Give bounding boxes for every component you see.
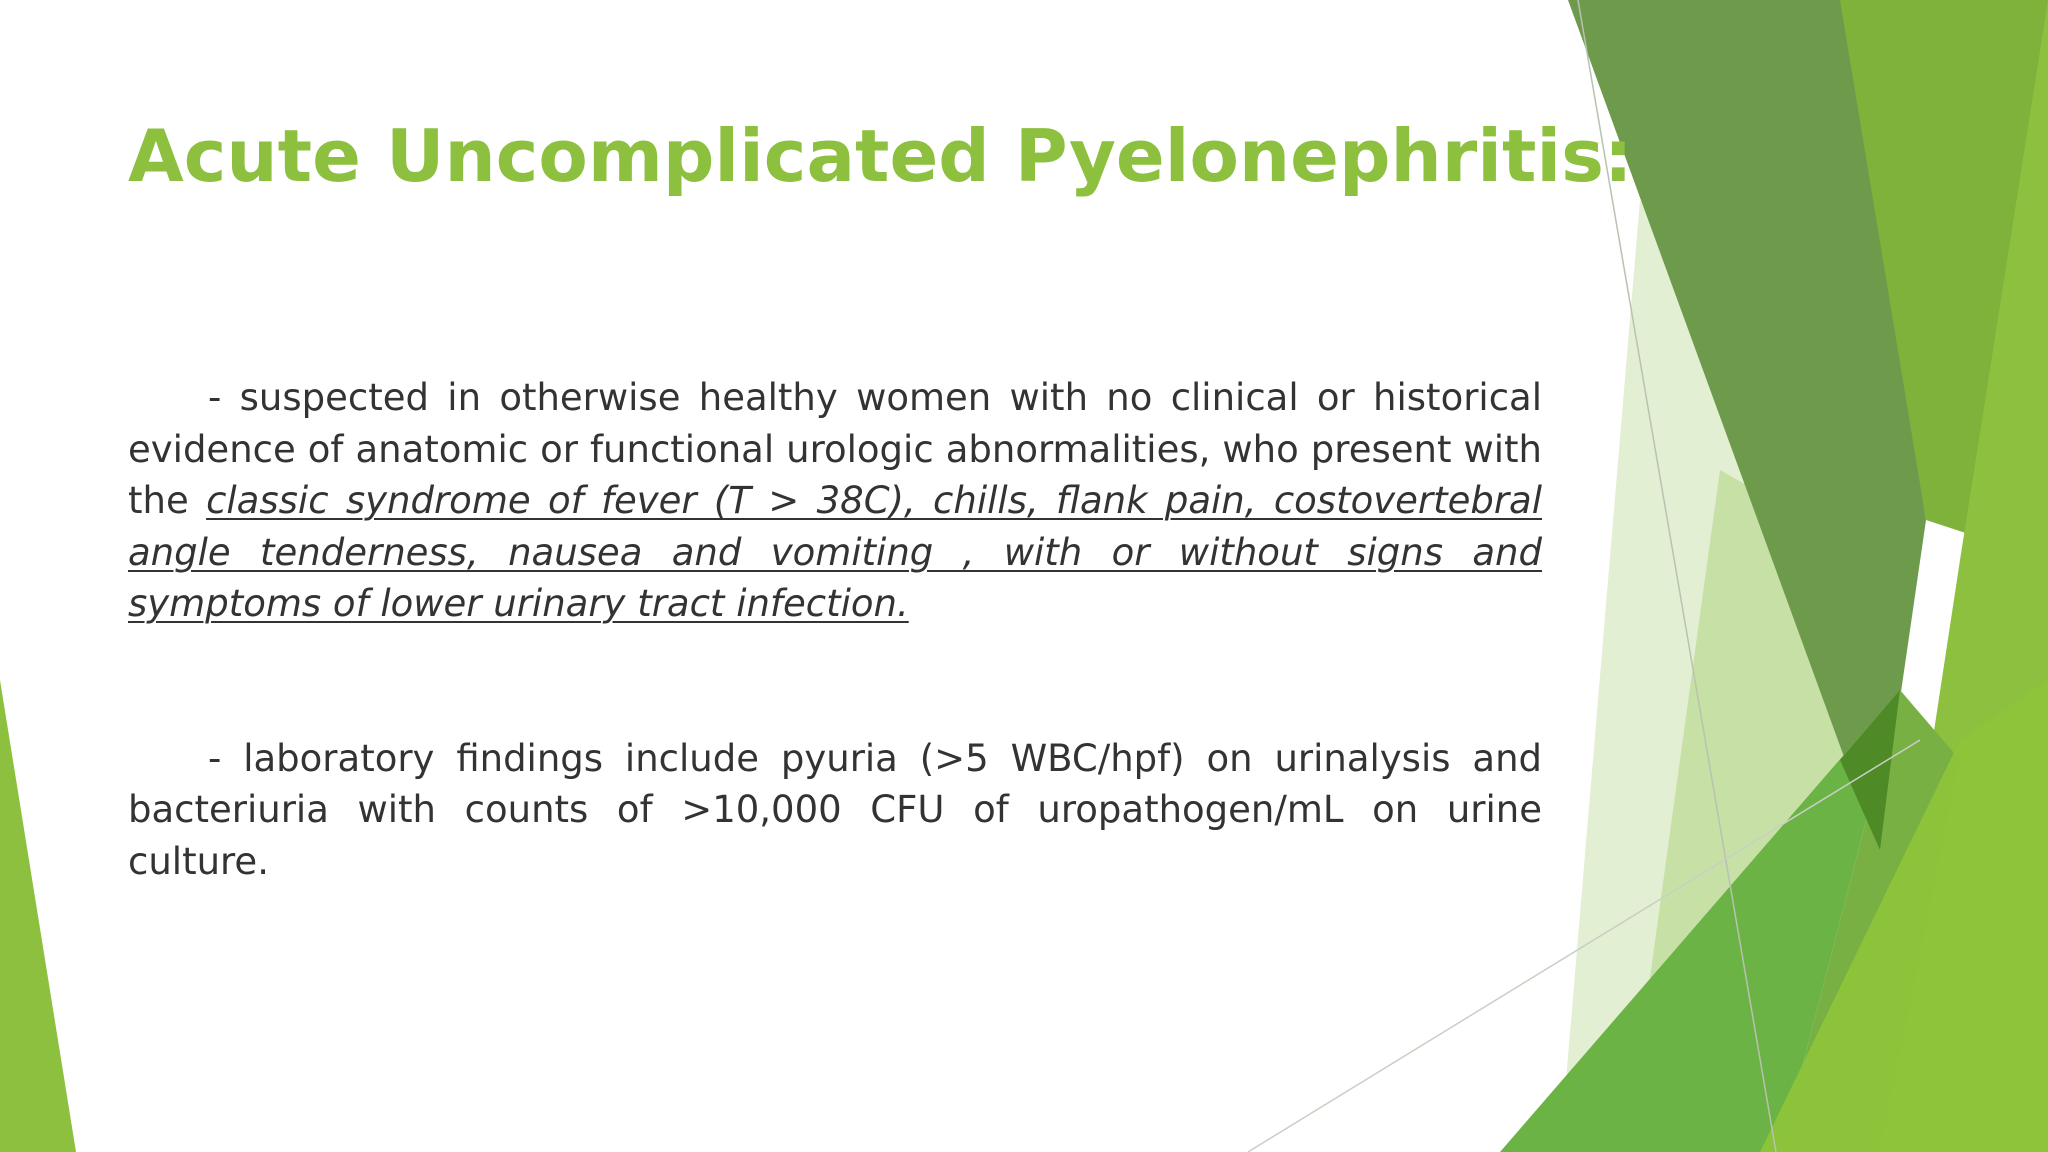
slide-body (128, 372, 1542, 887)
slide-title: Acute Uncomplicated Pyelonephritis: (128, 114, 1633, 198)
paragraph-laboratory: - laboratory findings include pyuria (>5 WBC/hpf) on urinalysis and bacteriuria with counts of >10,000 CFU of uropathogen/mL on urine culture. (128, 736, 1542, 883)
left-green-sliver (0, 680, 76, 1152)
paragraph-suspected (128, 372, 1542, 630)
paragraph-suspected-lead: - suspected in otherwise healthy women with no clinical or historical evidence of anatomic or functional urologic abnormalities, who present with the (128, 376, 1542, 522)
classic-syndrome-emphasis: classic syndrome of fever (T > 38C), chills, flank pain, costovertebral angle tenderness, nausea and vomiting , with or without signs and symptoms of lower urinary tract infection. (128, 479, 1543, 625)
